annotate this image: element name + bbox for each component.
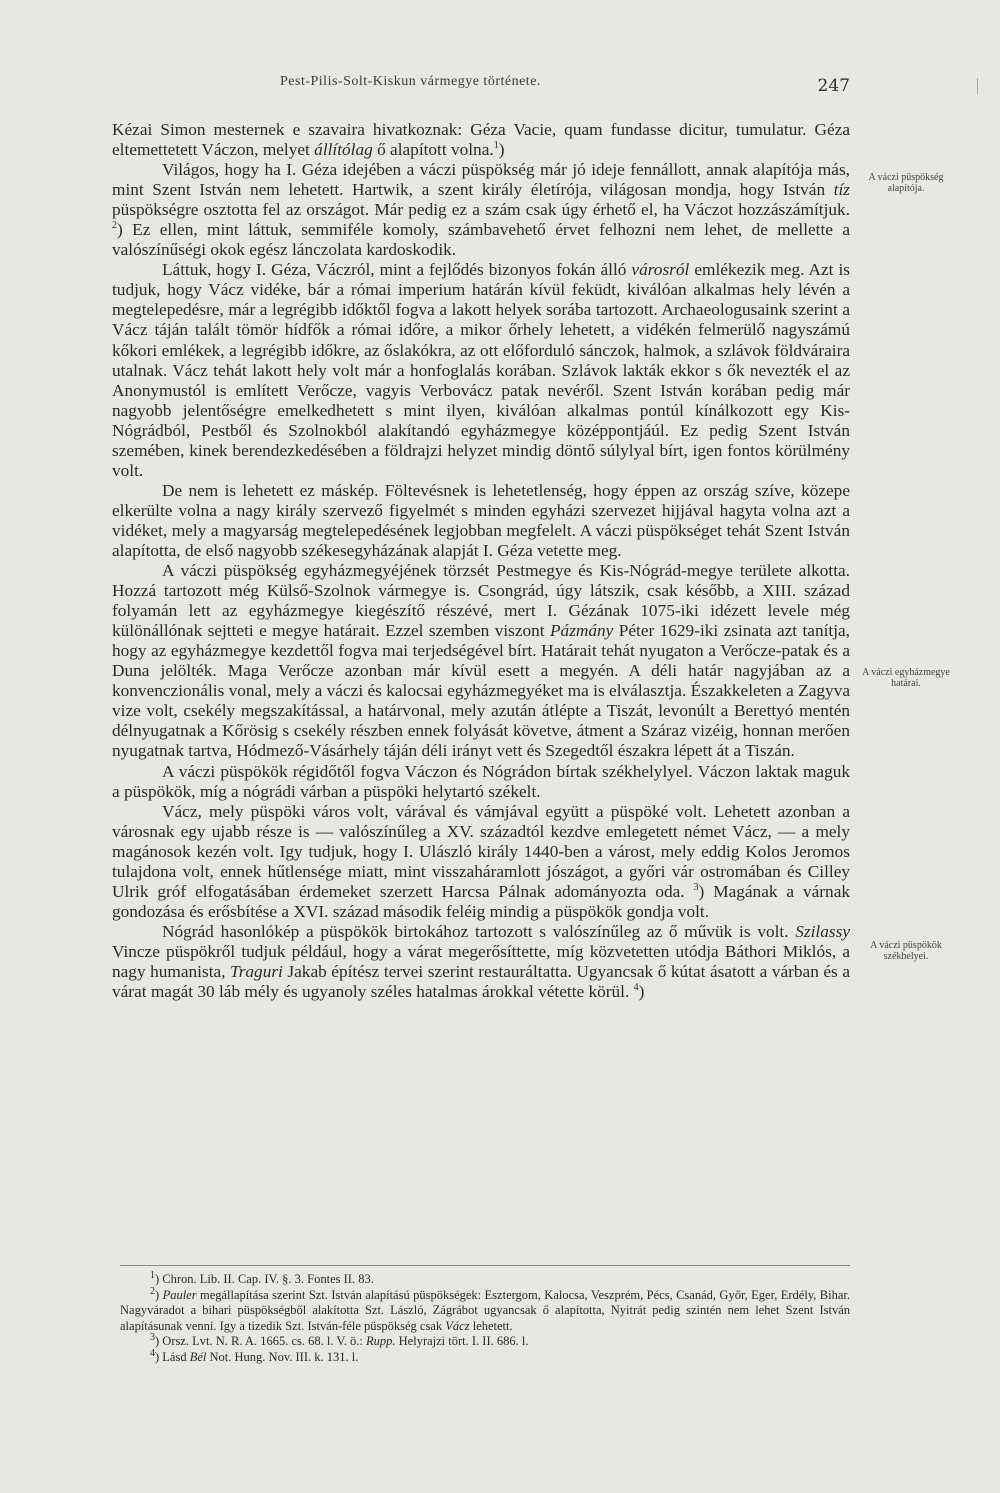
paragraph: De nem is lehetett ez máskép. Föltevésnek is lehetetlenség, hogy éppen az ország szíve, közepe elkerülte volna a nagy király szervező figyelmét s minden egyházi szervezet hijjával hagyta volna azt a vidéket, mely a magyarság megtelepedésének legjobban megfelelt. A váczi püspökséget tehát Szent István alapította, de első nagyobb székesegyházának alapját I. Géza vetette meg. [112,480,850,560]
paragraph: Világos, hogy ha I. Géza idejében a váczi püspökség már jó ideje fennállott, annak alapítója más, mint Szent István nem lehetett. Hartwik, a szent király életírója, világosan mondja, hogy István tíz püspökségre osztotta fel az országot. Már pedig ez a szám csak úgy érhető el, ha Váczot hozzászámítjuk. $^2$) Ez ellen, mint láttuk, semmiféle komoly, számbavehető érvet felhozni nem lehet, de mellette a valószínűségi okok egész lánczolata kardoskodik. [112,160,850,260]
paragraph: A váczi püspökség egyházmegyéjének törzsét Pestmegye és Kis-Nógrád-megye területe alkotta. Hozzá tartozott még Külső-Szolnok vármegye is. Csongrád, úgy látszik, csak később, a XIII. század folyamán lett az egyházmegye kiegészítő részévé, mert I. Gézának 1075-iki idézett levele még különállónak sejtteti e megye határait. Ezzel szemben viszont Pázmány Péter 1629-iki zsinata azt tanítja, hogy az egyházmegye kezdettől fogva mai terjedségével bírt. Határait tehát nyugaton a Verőcze-patak és a Duna jelölték. Maga Verőcze azonban már kívül esett a megyén. A déli határ nagyjában az a konvenczionális vonal, mely a váczi és kalocsai egyházmegyéket ma is elválasztja. Északkeleten a Zagyva vize volt, csekély megszakítással, a határvonal, mely azután átlépte a Tiszát, levonúlt a Berettyó mentén délnyugatnak a Kőrösig s csekély részben ennek folyását követve, átment a Száraz vizéig, honnan merően nyugatnak tartva, Hódmező-Vásárhely táján déli irányt vett és Szegedtől északra lépett át a Tiszán. [112,561,850,761]
running-title: Pest-Pilis-Solt-Kiskun vármegye története. [280,74,541,89]
paragraph: Láttuk, hogy I. Géza, Váczról, mint a fejlődés bizonyos fokán álló városról emlékezik meg. Azt is tudjuk, hogy Vácz vidéke, bár a római imperium határán kívül feküdt, kiválóan alkalmas hely lévén a megtelepedésre, már a legrégibb időktől fogva a lakott helyek sorába tartozott. Archaeologusaink szerint a Vácz táján talált tömör hídfők a római időre, a mikor őrhely lehetett, a vidékén felmerülő nagyszámú kőkori emlékek, a legrégibb időkre, az őslakókra, az ott előforduló sánczok, halmok, a szlávok földváraira utalnak. Vácz tehát lakott hely volt már a honfoglalás korában. Szlávok lakták ekkor s ők nevezték el az Anonymustól is említett Verőcze, vagyis Verbovácz patak nevéről. Szent István korában pedig már nagyobb jelentőségre emelkedhetett s mint ilyen, kiválóan alkalmas pontúl kínálkozott egy Kis-Nógrádból, Pestből és Szolnokból alakítandó egyházmegye középpontjáúl. Ez pedig Szent István szemében, kinek berendezkedésében a földrajzi helyzet mindig döntő súlylyal bírt, igen fontos körülmény volt. [112,260,850,480]
margin-note-foundation: A váczi püspökség alapítója. [868,172,944,194]
paragraph: Nógrád hasonlókép a püspökök birtokához tartozott s valószínűleg az ő művük is volt. Szilassy Vincze püspökről tudjuk például, hogy a várat megerősíttette, míg közvetetten utódja Báthori Miklós, a nagy humanista, Traguri Jakab építész tervei szerint restauráltatta. Ugyancsak ő kútat ásatott a várban és a várat magát 30 láb mély és ugyanoly széles hatalmas árokkal vétette körül. $^4$) [112,921,850,1002]
margin-note-seats: A váczi püspökök székhelyei. [870,940,942,962]
running-header [110,68,850,98]
footnote: $^1$) Chron. Lib. II. Cap. IV. §. 3. Fontes II. 83. [150,1269,374,1286]
footnote: $^4$) Lásd Bél Not. Hung. Nov. III. k. 131. l. [150,1347,359,1364]
footnote: $^2$) Pauler megállapítása szerint Szt. István alapítású püspökségek: Esztergom, Kalocsa, Veszprém, Pécs, Csanád, Győr, Eger, Erdély, Bihar. Nagyváradot a bihari püspökségből alakította Szt. László, Zágrábot ugyancsak ő alapította, Nyitrát pedig szintén nem lehet Szent István alapításunak venni. Igy a tizedik Szt. István-féle püspökség csak Vácz lehetett. [120,1285,850,1333]
footnotes [120,1265,850,1365]
main-text [112,120,850,1002]
page-edge-mark [977,78,978,94]
paragraph: Vácz, mely püspöki város volt, várával és vámjával együtt a püspöké volt. Lehetett azonban a városnak egy ujabb része is — valószínűleg a XV. századtól kezdve emlegetett német Vácz, — a mely magánosok kezén volt. Igy tudjuk, hogy I. Ulászló király 1440-ben a várost, mely eddig Kolos Jeromos tulajdona volt, ennek hűtlensége miatt, mint visszaháramlott jószágot, a győri vár ostromában és Cilley Ulrik gróf elfogatásában érdemeket szerzett Harcsa Pálnak adományozta oda. $^3$) Magának a várnak gondozása és erősbítése a XVI. század második feléig mindig a püspökök gondja volt. [112,801,851,921]
page-number: 247 [817,76,850,96]
paragraph: A váczi püspökök régidőtől fogva Váczon és Nógrádon bírtak székhelylyel. Váczon laktak maguk a püspökök, míg a nógrádi várban a püspöki helytartó székelt. [112,761,850,801]
footnote: $^3$) Orsz. Lvt. N. R. A. 1665. cs. 68. l. V. ö.: Rupp. Helyrajzi tört. I. II. 686. l. [150,1331,529,1348]
paragraph: Kézai Simon mesternek e szavaira hivatkoznak: Géza Vacie, quam fundasse dicitur, tumulatur. Géza eltemettetett Váczon, melyet állítólag ő alapított volna.$^1$) [112,120,850,160]
margin-note-boundaries: A váczi egyházmegye határai. [862,667,950,689]
